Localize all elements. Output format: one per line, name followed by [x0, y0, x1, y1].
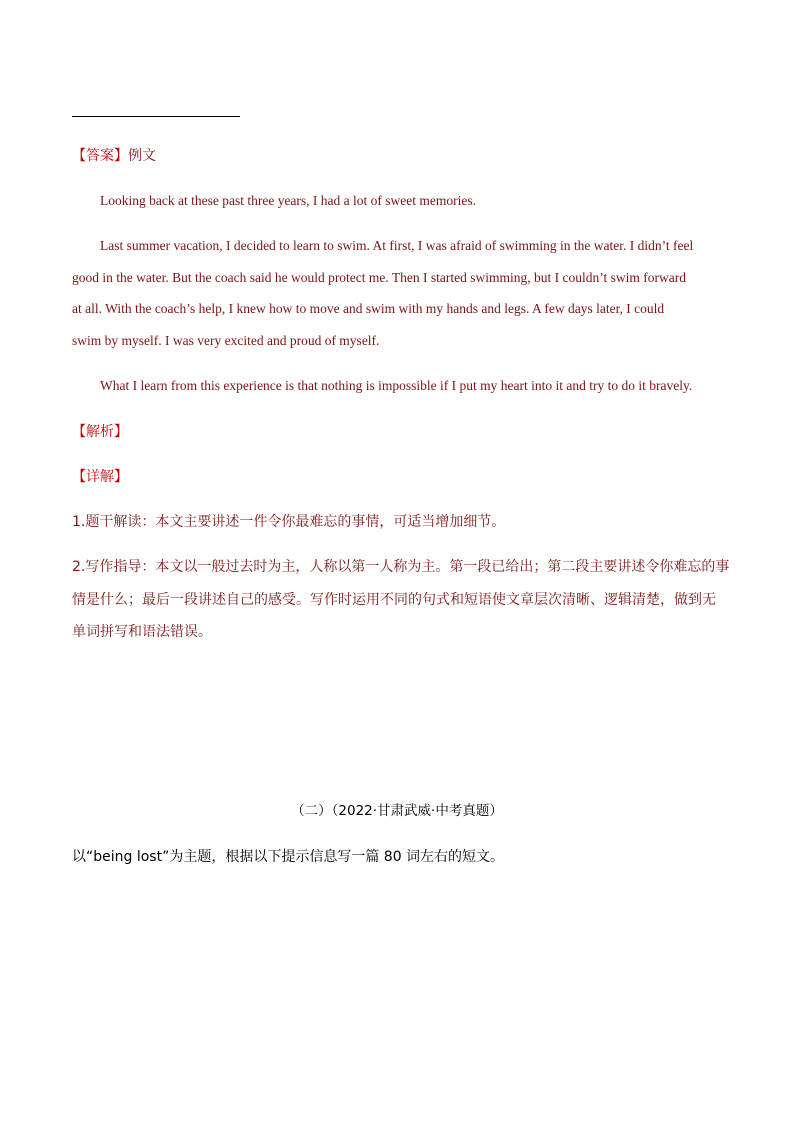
essay-line-1: Looking back at these past three years, I had a lot of sweet memories.	[100, 193, 476, 208]
detail-label: 【详解】	[72, 469, 128, 485]
detail-heading	[72, 467, 128, 487]
essay-line-5: swim by myself. I was very excited and proud of myself.	[72, 333, 380, 348]
detail-line-3: 情是什么；最后一段讲述自己的感受。写作时运用不同的句式和短语使文章层次清晰、逻辑清楚，做到无	[72, 592, 716, 608]
answer-heading	[72, 146, 156, 166]
essay-line-3: good in the water. But the coach said he would protect me. Then I started swimming, but I couldn’t swim forward	[72, 270, 686, 285]
essay-line-4: at all. With the coach’s help, I knew how to move and swim with my hands and legs. A few days later, I could	[72, 301, 665, 316]
detail-line-2: 2.写作指导：本文以一般过去时为主，人称以第一人称为主。第一段已给出；第二段主要讲述令你难忘的事	[72, 559, 730, 575]
detail-line-4: 单词拼写和语法错误。	[72, 624, 212, 640]
answer-label: 【答案】	[72, 148, 128, 164]
writing-prompt: 以“being lost”为主题，根据以下提示信息写一篇 80 词左右的短文。	[72, 849, 505, 865]
detail-line-1: 1.题干解读：本文主要讲述一件令你最难忘的事情，可适当增加细节。	[72, 514, 506, 530]
separator-line	[72, 116, 240, 117]
analysis-heading	[72, 422, 128, 442]
analysis-label: 【解析】	[72, 424, 128, 440]
answer-label-text: 例文	[128, 148, 156, 164]
section-heading: （二）（2022·甘肃武威·中考真题）	[291, 803, 503, 819]
essay-line-2: Last summer vacation, I decided to learn to swim. At first, I was afraid of swimming in the water. I didn’t feel	[100, 238, 694, 253]
essay-line-6: What I learn from this experience is that nothing is impossible if I put my heart into it and try to do it bravely.	[100, 378, 693, 393]
